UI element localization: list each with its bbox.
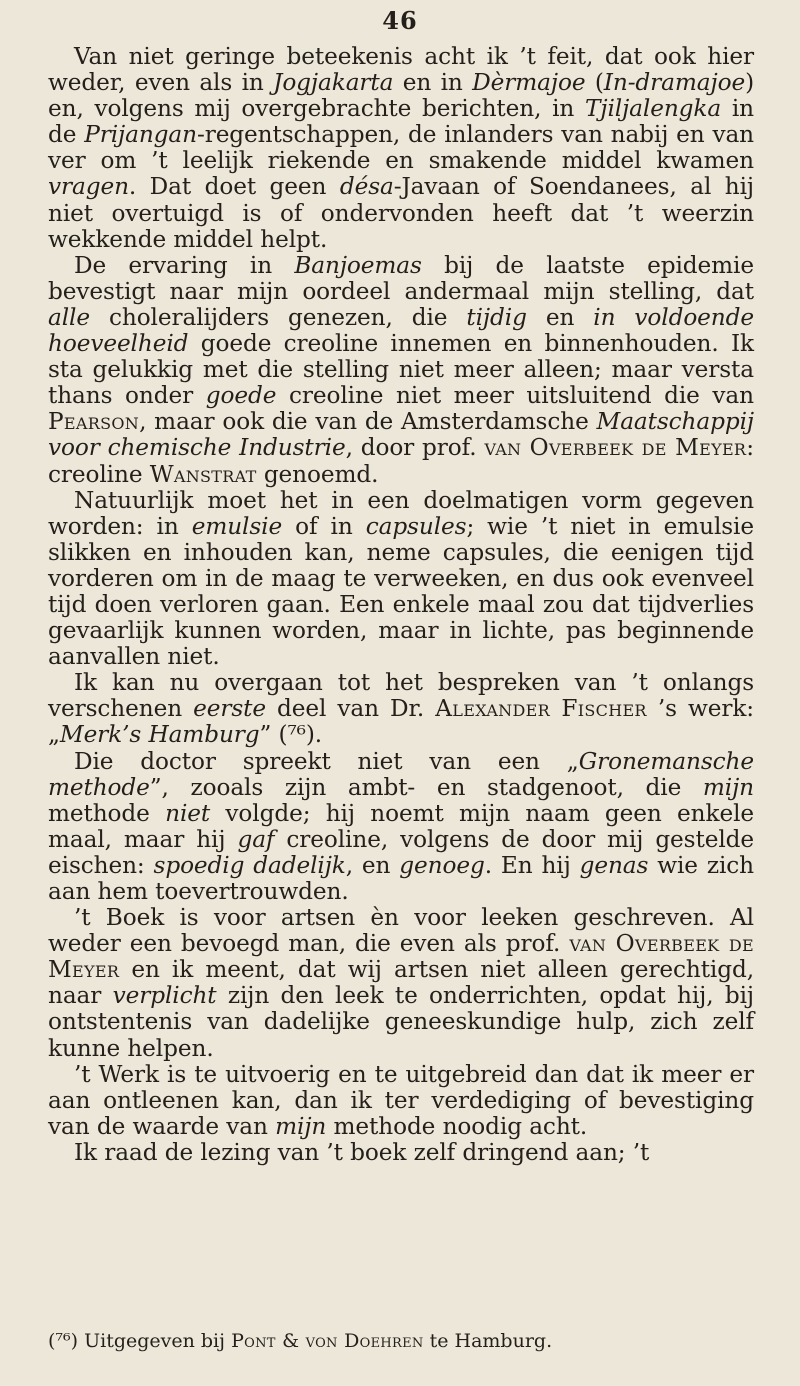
italic-run: alle [48,303,90,331]
text-run: Ik raad de lezing van ’t boek zelf dringend aan; ’t [74,1138,650,1166]
italic-run: Jogjakarta [273,69,394,97]
paragraph [48,253,754,488]
text-run: ”, zooals zijn ambt- en stadgenoot, die [149,773,703,801]
text-run: : creoline [48,434,754,488]
body-text [48,44,754,1166]
text-run: Natuurlijk moet het in een doelmatigen vorm gegeven worden: in [48,486,754,540]
italic-run: in voldoende hoeveelheid [48,303,755,358]
text-run: . En hij [484,851,580,879]
text-run: en in [393,69,473,97]
text-run: Die doctor spreekt niet van een „ [74,747,579,775]
text-run: en [526,303,594,331]
text-run: wie zich aan hem toevertrouwden. [48,851,754,905]
small-caps-run: Wanstrat [149,460,257,488]
italic-run: tijdig [466,303,527,331]
text-run: in de [48,95,754,149]
text-run: ’s werk: „ [48,695,754,749]
italic-run: mijn [702,773,754,801]
small-caps-run: Alexander Fischer [435,695,647,723]
italic-run: goede [205,382,277,410]
italic-run: Banjoemas [294,251,422,279]
text-run: , en [345,851,400,879]
text-run: -Javaan of Soendanees, al hij niet overtuigd is of ondervonden heeft dat ’t weerzin wekkende middel helpt. [48,173,754,253]
text-run: creoline niet meer uitsluitend die van [276,382,754,410]
text-run: bij de laatste epidemie bevestigt naar mijn oordeel andermaal mijn stelling, dat [48,251,754,305]
italic-run: vragen [48,173,129,201]
page-number: 46 [382,6,418,35]
italic-run: genoeg [399,851,485,879]
footnote [48,1330,754,1352]
text-run: methode noodig acht. [326,1112,588,1140]
text-run: ( [585,69,604,97]
text-run: volgde; hij noemt mijn naam geen enkele maal, maar hij [48,799,755,853]
text-run: (⁷⁶) Uitgegeven bij [48,1330,232,1352]
text-run: ’t Boek is voor artsen èn voor leeken geschreven. Al weder een bevoegd man, die even als prof. [48,904,754,958]
text-run: , door prof. [345,434,485,462]
italic-run: Dèrmajoe [472,69,586,97]
text-run: -regentschappen, de inlanders van nabij en van ver om ’t leelijk riekende en smakende middel kwamen [48,121,754,175]
italic-run: désa [339,173,394,201]
small-caps-run: van Overbeek de Meyer [48,930,754,984]
italic-run: Maatschappij voor chemische Industrie [48,408,754,462]
paragraph [48,488,754,671]
small-caps-run: van Overbeek de Meyer [484,434,747,462]
italic-run: In-dramajoe [603,69,746,97]
italic-run: Prijangan [84,121,197,149]
small-caps-run: Pont & von Doehren [231,1330,424,1352]
text-run: zijn den leek te onderrichten, opdat hij, bij ontstentenis van dadelijke geneeskundige hulp, zich zelf kunne helpen. [48,982,754,1062]
italic-run: eerste [193,695,266,723]
small-caps-run: Pearson [48,408,140,436]
paragraph [48,1140,754,1166]
paragraph [48,749,754,906]
text-run: ) en, volgens mij overgebrachte berichten, in [48,69,755,123]
text-run: ” (⁷⁶). [259,721,323,749]
text-run: of in [282,512,366,540]
paragraph [48,905,754,1062]
text-run: , maar ook die van de Amsterdamsche [139,408,597,436]
text-run: creoline, volgens de door mij gestelde eischen: [48,825,755,879]
italic-run: niet [165,799,211,827]
text-run: De ervaring in [74,251,295,279]
text-run: methode [48,799,166,827]
italic-run: genas [579,851,649,879]
text-run: goede creoline innemen en binnenhouden. Ik sta gelukkig met die stelling niet meer alleen; maar versta thans onder [48,330,754,410]
paragraph [48,1062,754,1140]
italic-run: spoedig dadelijk [153,851,346,879]
italic-run: Merk’s Hamburg [59,721,260,749]
text-run: genoemd. [256,460,379,488]
text-run: . Dat doet geen [128,173,340,201]
paragraph [48,670,754,748]
text-run: ; wie ’t niet in emulsie slikken en inhouden kan, neme capsules, die eenigen tijd vorderen om in de maag te verweeken, en dus ook evenveel tijd doen verloren gaan. Een enkele maal zou dat tijdverlies gevaarlijk kunnen worden, maar in lichte, pas beginnende aanvallen niet. [48,512,754,671]
text-run: en ik meent, dat wij artsen niet alleen gerechtigd, naar [48,956,754,1010]
text-run: Van niet geringe beteekenis acht ik ’t feit, dat ook hier weder, even als in [48,43,754,97]
italic-run: Tjiljalengka [585,95,722,123]
text-run: te Hamburg. [423,1330,553,1352]
text-run: choleralijders genezen, die [89,303,467,331]
italic-run: capsules [365,512,467,540]
text-run: ’t Werk is te uitvoerig en te uitgebreid dan dat ik meer er aan ontleenen kan, dan ik ter verdediging of bevestiging van de waarde van [48,1060,754,1140]
italic-run: mijn [275,1112,327,1140]
italic-run: gaf [237,825,275,853]
text-run: deel van Dr. [265,695,436,723]
italic-run: Gronemansche methode [48,747,754,801]
paragraph [48,44,754,253]
italic-run: verplicht [112,982,217,1010]
italic-run: emulsie [191,512,283,540]
text-run: Ik kan nu overgaan tot het bespreken van ’t onlangs verschenen [48,669,754,723]
